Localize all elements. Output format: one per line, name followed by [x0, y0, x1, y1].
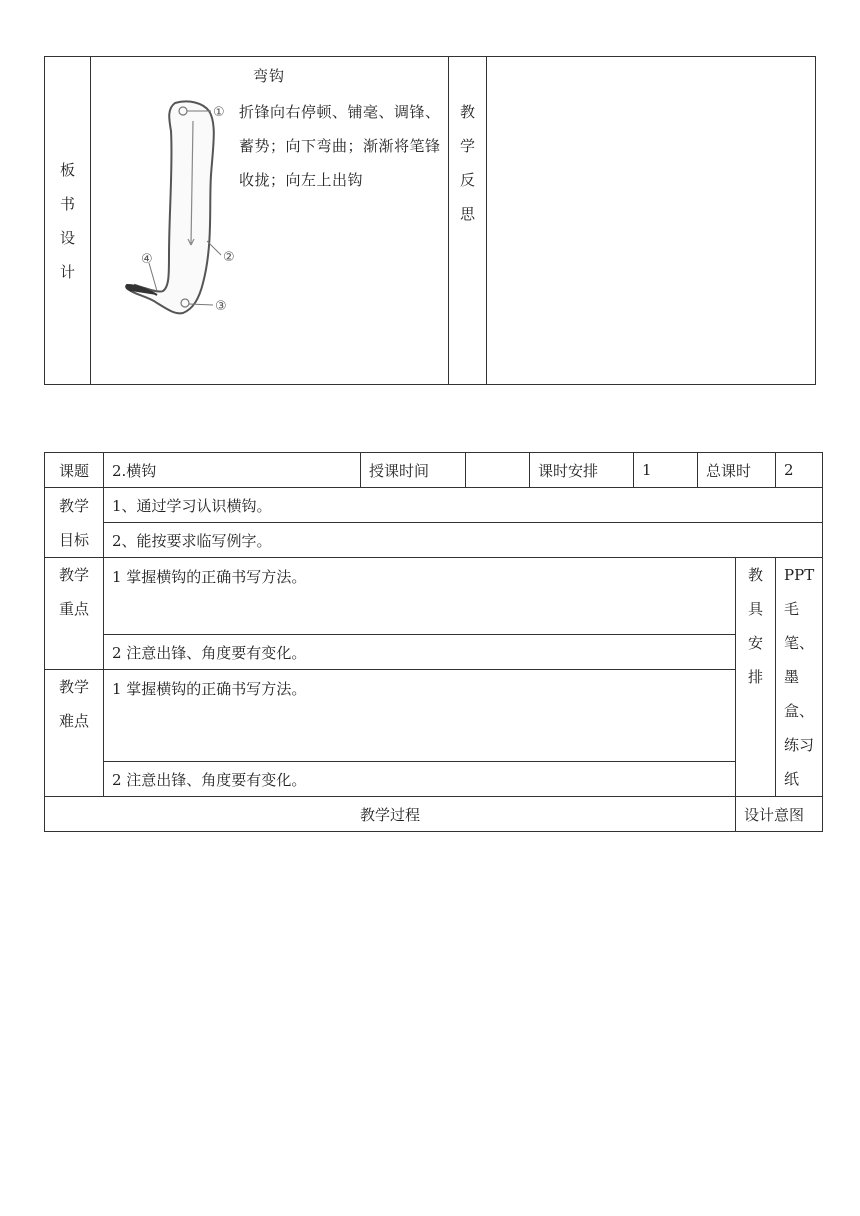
total-label: 总课时: [698, 453, 776, 488]
stroke-name: 弯钩: [253, 67, 286, 85]
difficulty-item: 2 注意出锋、角度要有变化。: [104, 762, 736, 797]
label-line: 教: [748, 566, 764, 584]
label-line: 重点: [58, 600, 89, 618]
tools-line: 毛笔、墨: [784, 600, 815, 686]
objectives-label: [45, 488, 104, 558]
tools-line: 纸: [784, 770, 800, 788]
board-design-content: [91, 57, 449, 385]
marker-2: ②: [223, 250, 235, 265]
topic-value: 2.横钩: [104, 453, 361, 488]
label-line: 教学: [58, 678, 89, 696]
tools-line: 盒、练习: [784, 702, 815, 754]
key-points-label: [45, 558, 104, 670]
label-char: 计: [59, 262, 75, 281]
process-label: 教学过程: [45, 797, 736, 832]
key-point-item: 1 掌握横钩的正确书写方法。: [104, 558, 736, 635]
label-char: 思: [459, 205, 475, 223]
objective-item: 2、能按要求临写例字。: [104, 523, 823, 558]
label-line: 具: [748, 600, 764, 618]
reflection-label: [449, 57, 487, 385]
label-char: 学: [459, 137, 475, 155]
label-char: 书: [59, 194, 75, 213]
label-char: 板: [59, 160, 75, 179]
label-char: 反: [459, 171, 475, 189]
difficulties-label: [45, 670, 104, 797]
label-char: 教: [459, 103, 475, 121]
board-design-label: [45, 57, 91, 385]
label-line: 排: [748, 668, 764, 686]
label-line: 目标: [58, 530, 89, 549]
tools-label: [736, 558, 776, 797]
schedule-label: 课时安排: [530, 453, 634, 488]
label-line: 教学: [58, 496, 89, 515]
marker-3: ③: [215, 299, 227, 314]
key-point-item: 2 注意出锋、角度要有变化。: [104, 635, 736, 670]
marker-4: ④: [141, 252, 153, 267]
label-line: 教学: [58, 566, 89, 584]
board-design-table: [44, 56, 816, 385]
difficulty-item: 1 掌握横钩的正确书写方法。: [104, 670, 736, 762]
schedule-value: 1: [634, 453, 698, 488]
tools-line: PPT: [784, 566, 815, 584]
objective-item: 1、通过学习认识横钩。: [104, 488, 823, 523]
label-line: 难点: [58, 712, 89, 730]
total-value: 2: [776, 453, 823, 488]
reflection-content[interactable]: [487, 57, 816, 385]
time-value[interactable]: [466, 453, 530, 488]
label-char: 设: [59, 228, 75, 247]
tools-content: [776, 558, 823, 797]
lesson-plan-table: [44, 452, 823, 832]
time-label: 授课时间: [361, 453, 466, 488]
label-line: 安: [748, 634, 764, 652]
stroke-description: 折锋向右停顿、铺毫、调锋、蓄势；向下弯曲；渐渐将笔锋收拢；向左上出钩: [239, 103, 441, 189]
marker-1: ①: [213, 105, 225, 120]
intent-label: 设计意图: [736, 797, 823, 832]
topic-label: 课题: [45, 453, 104, 488]
